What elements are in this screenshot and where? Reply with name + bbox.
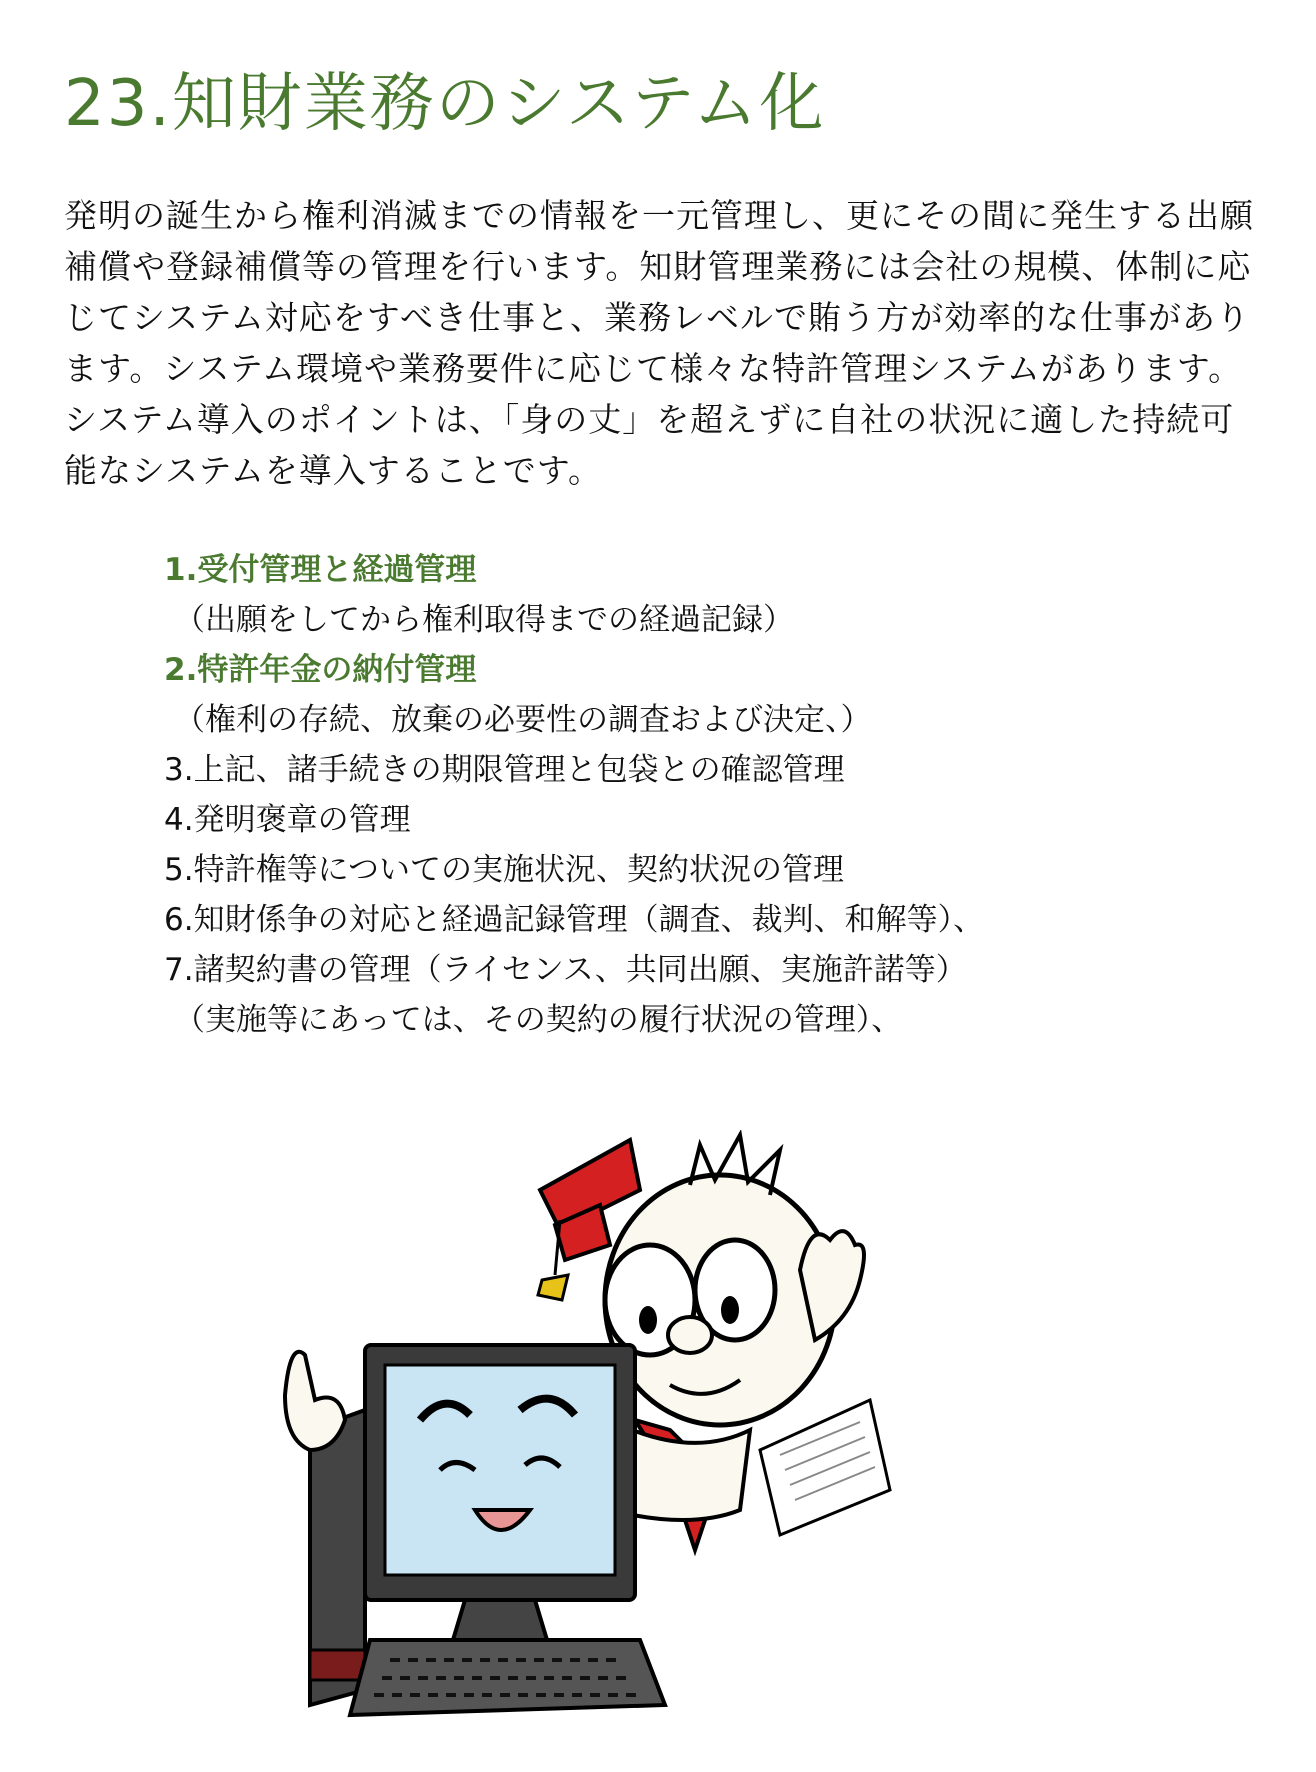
page-title: 23.知財業務のシステム化: [64, 67, 826, 141]
list-item: 4.発明褒章の管理: [164, 802, 411, 838]
list-item: 1.受付管理と経過管理: [164, 552, 477, 588]
list-item: （出願をしてから権利取得までの経過記録）: [174, 602, 794, 638]
pc-tower-icon: [310, 1410, 365, 1705]
list-item: （実施等にあっては、その契約の履行状況の管理）、: [174, 1002, 903, 1038]
intro-paragraph: 発明の誕生から権利消滅までの情報を一元管理し、更にその間に発生する出願補償や登録補償等の管理を行います。知財管理業務には会社の規模、体制に応じてシステム対応をすべき仕事と、業務レベルで賄う方が効率的な仕事があります。システム環境や業務要件に応じて様々な特許管理システムがあります。システム導入のポイントは、「身の丈」を超えずに自社の状況に適した持続可能なシステムを導入することです。: [64, 196, 1254, 490]
list-item: 7.諸契約書の管理（ライセンス、共同出願、実施許諾等）: [164, 952, 967, 988]
list-item: （権利の存続、放棄の必要性の調査および決定、）: [174, 702, 872, 738]
list-item: 6.知財係争の対応と経過記録管理（調査、裁判、和解等）、: [164, 902, 985, 938]
mascot-computer-illustration: [270, 1130, 1000, 1720]
list-item: 3.上記、諸手続きの期限管理と包袋との確認管理: [164, 752, 845, 788]
list-item: 5.特許権等についての実施状況、契約状況の管理: [164, 852, 844, 888]
keyboard-icon: [350, 1640, 665, 1715]
task-list: [164, 545, 1244, 1045]
list-item: 2.特許年金の納付管理: [164, 652, 477, 688]
